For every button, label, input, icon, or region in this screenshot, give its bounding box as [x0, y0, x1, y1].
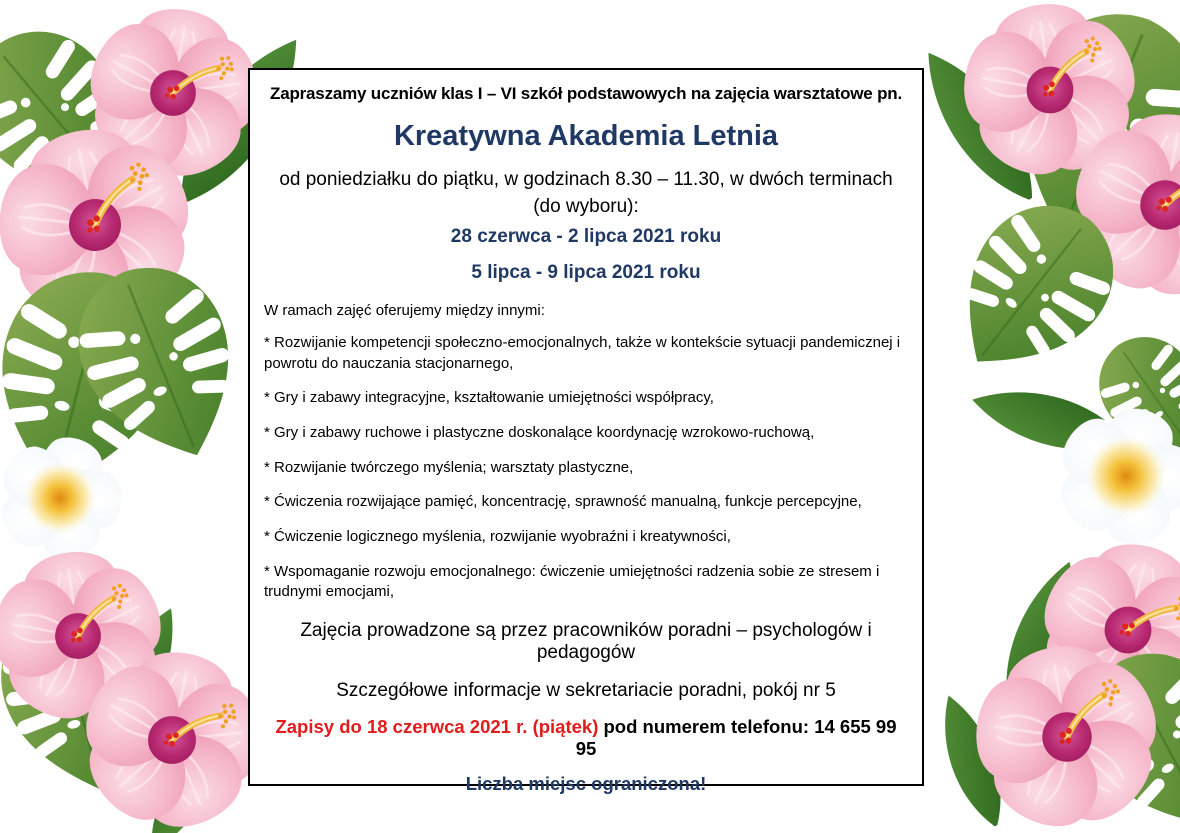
- flyer-content-box: [248, 68, 924, 795]
- offer-intro: W ramach zajęć oferujemy między innymi:: [264, 301, 545, 319]
- schedule-choice: (do wyboru):: [533, 195, 639, 217]
- info-line: Szczegółowe informacje w sekretariacie poradni, pokój nr 5: [336, 680, 836, 702]
- offer-item: * Gry i zabawy ruchowe i plastyczne doskonalące koordynację wzrokowo-ruchową,: [264, 424, 815, 441]
- limited-places-line: Liczba miejsc ograniczona!: [465, 773, 707, 795]
- signup-deadline: Zapisy do 18 czerwca 2021 r. (piątek): [275, 716, 599, 738]
- schedule-hours: od poniedziałku do piątku, w godzinach 8.30 – 11.30, w dwóch terminach: [279, 169, 893, 190]
- offer-item: * Gry i zabawy integracyjne, kształtowanie umiejętności współpracy,: [264, 389, 714, 407]
- offer-item: * Ćwiczenie logicznego myślenia, rozwijanie wyobraźni i kreatywności,: [264, 528, 731, 546]
- flyer-title: Kreatywna Akademia Letnia: [393, 120, 779, 152]
- staff-line: Zajęcia prowadzone są przez pracowników poradni – psychologów i pedagogów: [300, 620, 872, 664]
- offer-item: * Rozwijanie twórczego myślenia; warsztaty plastyczne,: [264, 458, 634, 476]
- invitation-header: Zapraszamy uczniów klas I – VI szkół podstawowych na zajęcia warsztatowe pn.: [270, 84, 902, 103]
- offer-item: * Wspomaganie rozwoju emocjonalnego: ćwiczenie umiejętności radzenia sobie ze stresem i trudnymi emocjami,: [264, 562, 880, 601]
- signup-phone: pod numerem telefonu: 14 655 99 95: [575, 716, 897, 760]
- offer-item: * Ćwiczenia rozwijające pamięć, koncentrację, sprawność manualną, funkcje percepcyjne,: [264, 493, 862, 511]
- schedule-line: [264, 167, 908, 221]
- offer-item: * Rozwijanie kompetencji społeczno-emocjonalnych, także w kontekście sytuacji pandemicznej i powrotu do nauczania stacjonarnego,: [264, 333, 901, 372]
- date-option-1: 28 czerwca - 2 lipca 2021 roku: [450, 225, 722, 247]
- signup-line: [264, 716, 908, 760]
- date-option-2: 5 lipca - 9 lipca 2021 roku: [471, 261, 701, 283]
- right-floral-cluster: [906, 0, 1180, 833]
